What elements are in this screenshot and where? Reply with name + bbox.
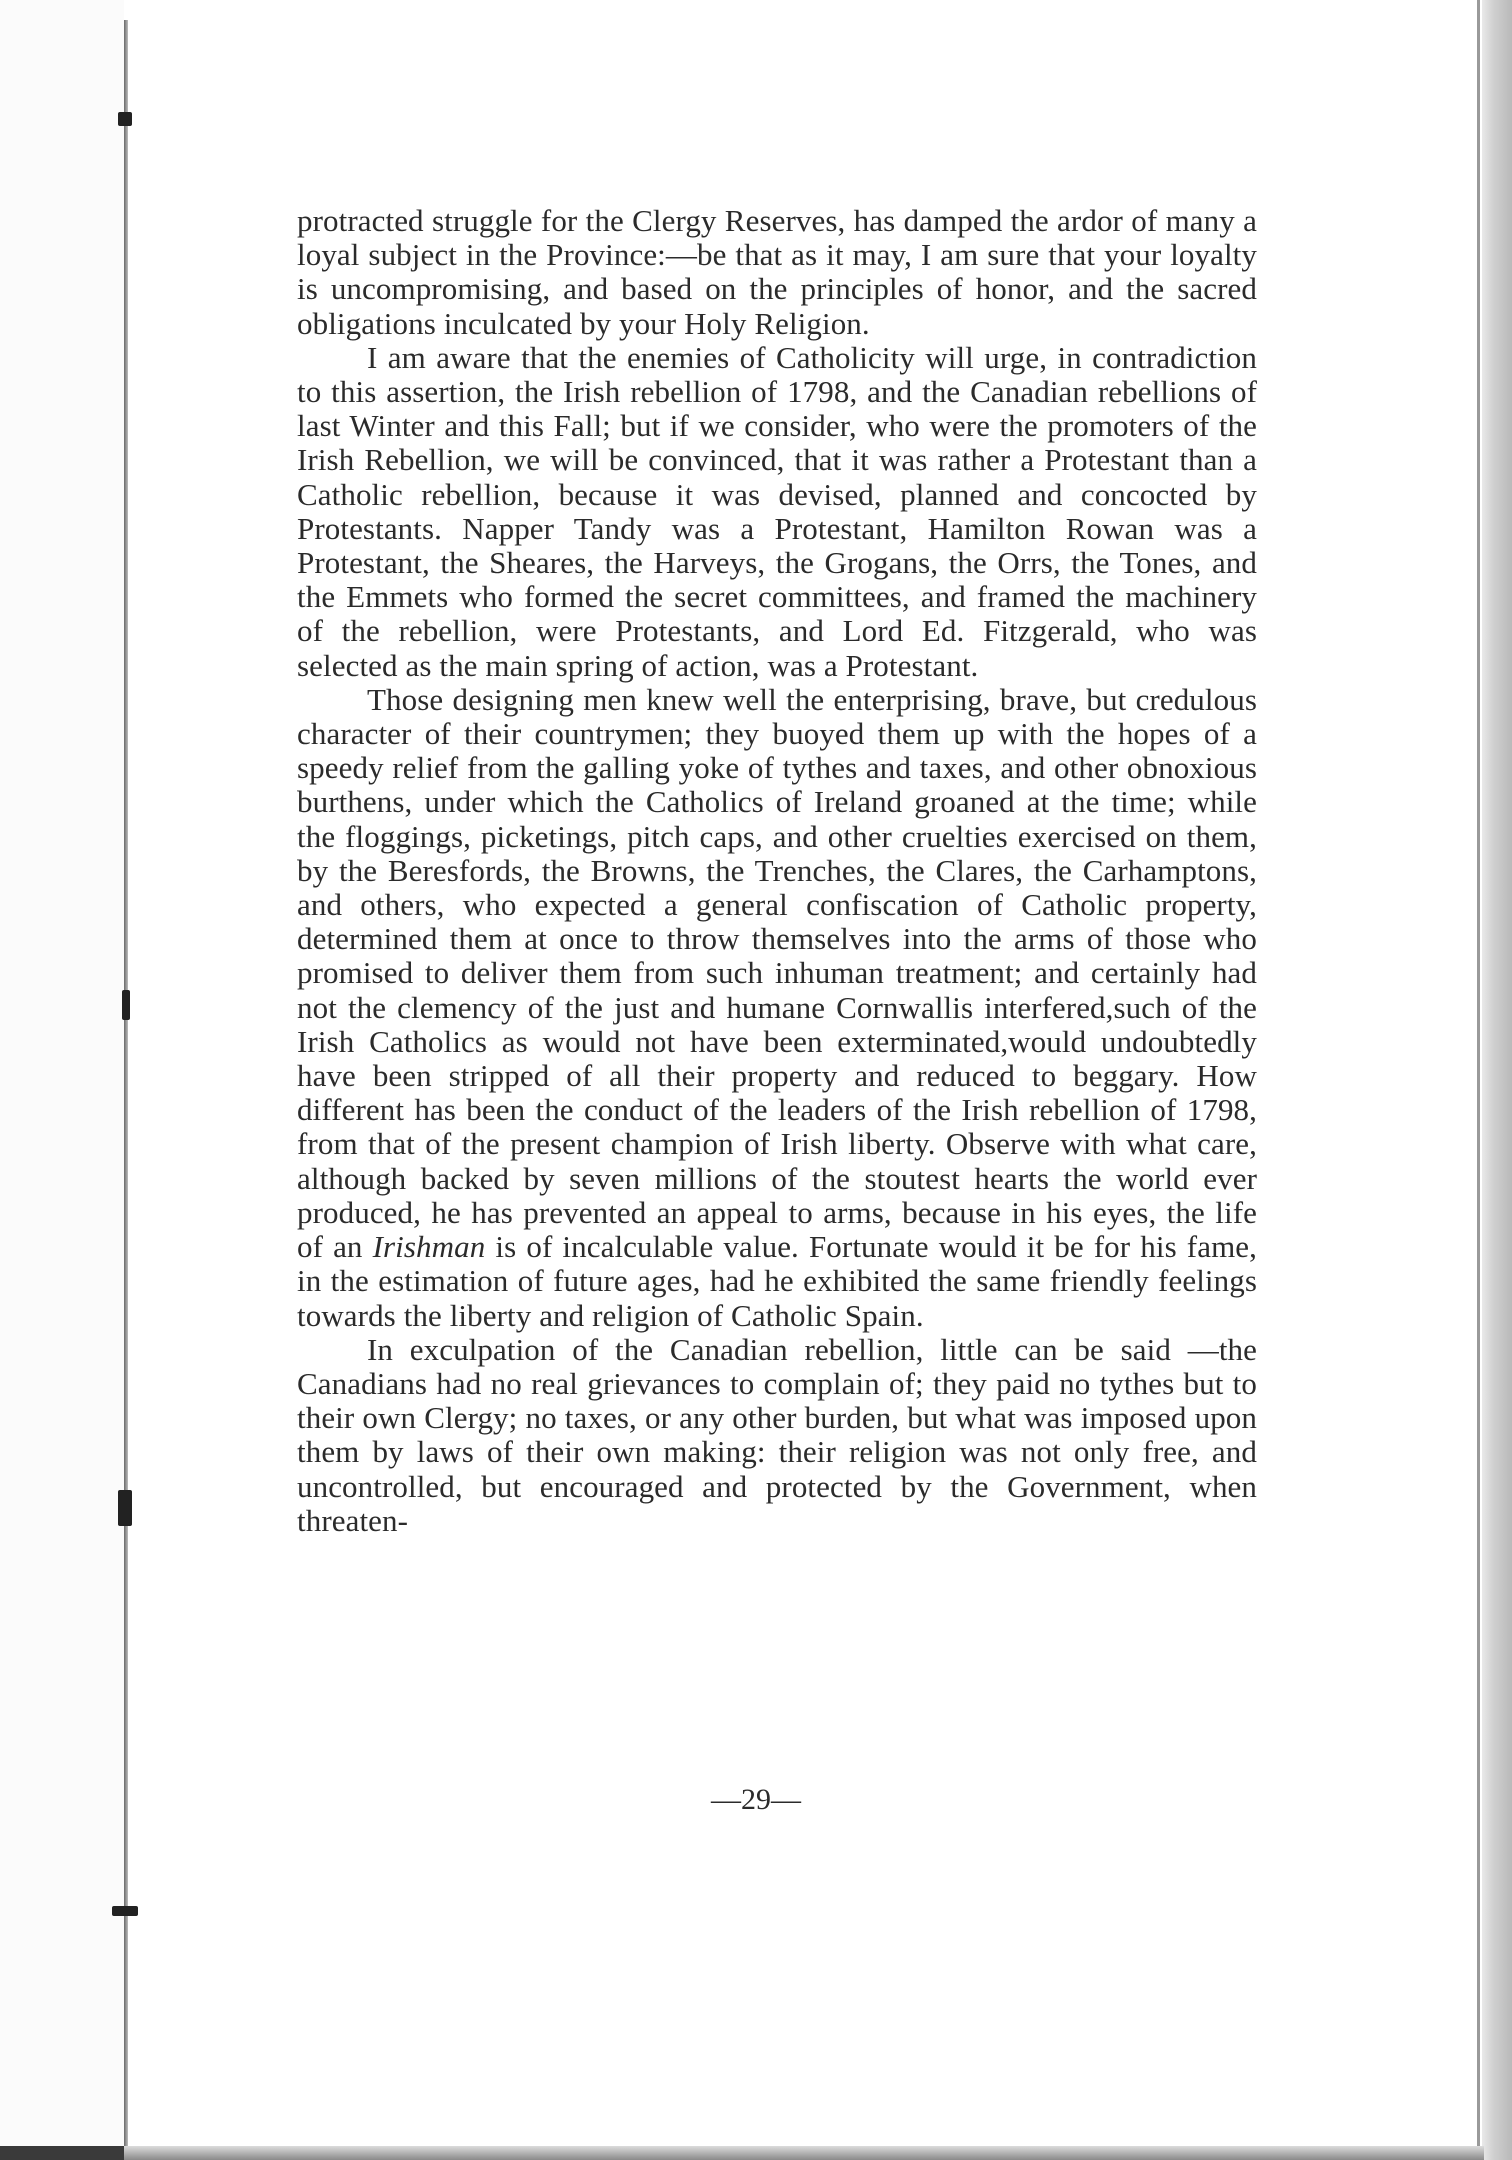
paragraph-text: protracted struggle for the Clergy Reserves, has damped the ardor of many a loyal subject in the Province:—be that as it may, I am sure that your loyalty is uncompromising, and based on the principles of honor, and the sacred obligations inculcated by your Holy Religion. bbox=[297, 203, 1257, 341]
binding-mark bbox=[118, 112, 132, 126]
paragraph bbox=[297, 204, 1257, 341]
paragraph-text: is of incalculable value. Fortunate would it be for his fame, in the estimation of future ages, had he exhibited the same friendly feelings towards the liberty and religion of Catholic Spain. bbox=[297, 1229, 1257, 1333]
binding-gutter bbox=[0, 0, 124, 2160]
paragraph bbox=[297, 1333, 1257, 1538]
page-bottom-band bbox=[0, 2146, 124, 2160]
page-body bbox=[297, 204, 1257, 1538]
page-bottom-edge bbox=[124, 2146, 1484, 2160]
paragraph bbox=[297, 683, 1257, 1333]
binding-mark bbox=[112, 1906, 138, 1916]
italic-emphasis: Irishman bbox=[372, 1229, 486, 1265]
paragraph-text: I am aware that the enemies of Catholicity will urge, in contradiction to this assertion, the Irish rebellion of 1798, and the Canadian rebellions of last Winter and this Fall; but if we consider, who were the promoters of the Irish Rebellion, we will be convinced, that it was rather a Protestant than a Catholic rebellion, because it was devised, planned and concocted by Protestants. Napper Tandy was a Protestant, Hamilton Rowan was a Protestant, the Sheares, the Harveys, the Grogans, the Orrs, the Tones, and the Emmets who formed the secret committees, and framed the machinery of the rebellion, were Protestants, and Lord Ed. Fitzgerald, who was selected as the main spring of action, was a Protestant. bbox=[297, 339, 1257, 683]
page-right-edge bbox=[1482, 0, 1512, 2160]
binding-mark bbox=[122, 990, 130, 1020]
paragraph-text: In exculpation of the Canadian rebellion, little can be said —the Canadians had no real grievances to complain of; they paid no tythes but to their own Clergy; no taxes, or any other burden, but what was imposed upon them by laws of their own making: their religion was not only free, and uncontrolled, but encouraged and protected by the Government, when threaten- bbox=[297, 1331, 1257, 1538]
binding-edge bbox=[124, 20, 128, 2150]
binding-mark bbox=[118, 1490, 132, 1526]
page-number: —29— bbox=[711, 1783, 801, 1816]
paragraph bbox=[297, 341, 1257, 683]
page-right-edge-line bbox=[1477, 0, 1480, 2160]
paragraph-text: Those designing men knew well the enterprising, brave, but credulous character of their countrymen; they buoyed them up with the hopes of a speedy relief from the galling yoke of tythes and taxes, and other obnoxious burthens, under which the Catholics of Ireland groaned at the time; while the floggings, picketings, pitch caps, and other cruelties exercised on them, by the Beresfords, the Browns, the Trenches, the Clares, the Carhamptons, and others, who expected a general confiscation of Catholic property, determined them at once to throw themselves into the arms of those who promised to deliver them from such inhuman treatment; and certainly had not the clemency of the just and humane Cornwallis interfered,such of the Irish Catholics as would not have been exterminated,would undoubtedly have been stripped of all their property and reduced to beggary. How different has been the conduct of the leaders of the Irish rebellion of 1798, from that of the present champion of Irish liberty. Observe with what care, although backed by seven millions of the stoutest hearts the world ever produced, he has prevented an appeal to arms, because in his eyes, the life of an bbox=[297, 681, 1257, 1265]
